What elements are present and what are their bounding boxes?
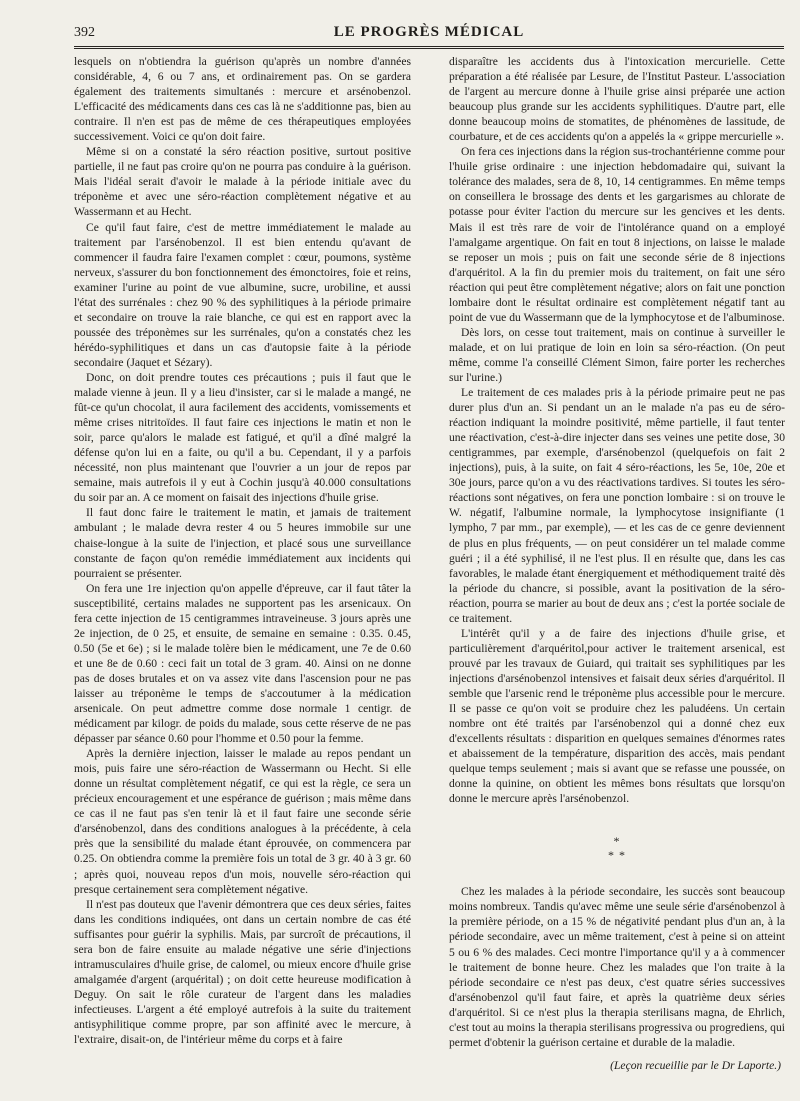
- signature: (Leçon recueillie par le Dr Laporte.): [610, 1058, 781, 1072]
- paragraph: Après la dernière injection, laisser le malade au repos pendant un mois, puis faire une séro-réaction de Wassermann ou Hecht. Si elle donne un résultat complètement négatif, ce qui est la règle, ce sera un précieux encouragement et une espérance de guérison ; mais même dans ce cas il ne faut pas s'en tenir là et il faut faire une seconde série d'arsénobenzol, dans des conditions analogues à la précédente, à cela près que la sensibilité du malade étant éprouvée, on commencera par 0.25. On obtiendra comme la première fois un total de 3 gr. 40 à 3 gr. 60 ; après quoi, nouveau repos d'un mois, nouvelle séro-réaction qui presque certainement sera complètement négative.: [74, 747, 411, 896]
- paragraph: Chez les malades à la période secondaire, les succès sont beaucoup moins nombreux. Tandis qu'avec même une seule série d'arsénobenzol à la première période, on a 15 % de négativité pendant plus d'un an, à la période secondaire, avec un même traitement, c'est à peine si on atteint 5 ou 6 % des malades. Ceci montre l'importance qu'il y a à commencer le traitement de bonne heure. Chez les malades que l'on traite à la période secondaire ce n'est pas deux, c'est quatre séries successives d'arsénobenzol qu'il faut faire, et après la quatrième deux séries d'arquéritol. Si ce n'est plus la therapia sterilisans magna, de Ehrlich, c'est tout au moins la therapia sterilisans progressiva ou progrediens, qui permet d'obtenir la guérison certaine et durable de la maladie.: [449, 885, 785, 1049]
- page-header: [74, 24, 784, 46]
- paragraph: Donc, on doit prendre toutes ces précautions ; puis il faut que le malade vienne à jeun. Il y a lieu d'insister, car si le malade a mangé, ne fût-ce qu'un chocolat, il aura facilement des accidents, vomissements et même crises nitritoïdes. Il faut faire ces injections le matin et non le soir, parce qu'alors le malade est fatigué, et qu'il a dîné malgré la défense qu'on lui en a faite, ou qu'il a bu. Cependant, il y a parfois nécessité, non plus maintenant que l'ouvrier a un jour de repos par semaine, mais autrefois il y eut à Cochin jusqu'à 40.000 consultations du soir par an. A ce moment on faisait des injections d'huile grise.: [74, 370, 411, 505]
- running-title: LE PROGRÈS MÉDICAL: [333, 24, 525, 40]
- paragraph: On fera ces injections dans la région sus-trochantérienne comme pour l'huile grise ordinaire : une injection hebdomadaire qui, suivant la tolérance des malades, sera de 8, 10, 14 centigrammes. En même temps on conseillera le brossage des dents et les gargarismes au chlorate de potasse pour éviter l'action du mercure sur les gencives et les dents. Mais il est très rare de voir de l'intolérance quand on a employé l'amalgame argentique. On fait en tout 8 injections, on laisse le malade se reposer un mois ; puis on fait une seconde série de 8 injections d'arquéritol. A la fin du premier mois du traitement, on fait une séro réaction qui peut être complètement négative; alors on fait une ponction lombaire dont le résultat ordinaire est complètement négatif tant au point de vue du Wassermann que de la lymphocytose et de l'albuminose.: [449, 145, 785, 324]
- paragraph: disparaître les accidents dus à l'intoxication mercurielle. Cette préparation a été réalisée par Lesure, de l'Institut Pasteur. L'association de l'argent au mercure donne à l'huile grise ainsi préparée une action beaucoup plus grande sur les accidents syphilitiques. D'autre part, elle donne beaucoup moins de stomatites, de phénomènes de lassitude, de courbature, et de ces accidents qu'on a appelés la « grippe mercurielle ».: [449, 55, 785, 144]
- page-number: 392: [74, 25, 95, 40]
- header-rule: [74, 46, 784, 49]
- paragraph: Il faut donc faire le traitement le matin, et jamais de traitement ambulant ; le malade devra rester 4 ou 5 heures immobile sur une chaise-longue à la suite de l'injection, et placé sous une surveillance constante de façon qu'on remédie immédiatement aux incidents qui pourraient se présenter.: [74, 506, 411, 580]
- paragraph: Le traitement de ces malades pris à la période primaire peut ne pas durer plus d'un an. Si pendant un an le malade n'a pas eu de séro-réaction indiquant la moindre positivité, même partielle, il faut tenter une réactivation, c'est-à-dire injecter dans ses veines une petite dose, 30 centigrammes, par exemple, d'arsénobenzol (quelquefois on fait 2 injections), puis, à la suite, on fait 4 séro-réactions, les 5e, 10e, 20e et 30e jours, parce qu'on a vu des réactivations tardives. Si toutes les séro-réactions sont négatives, on fera une ponction lombaire : si on trouve le W. négatif, l'albumine normale, la lymphocytose insignifiante (1 lympho, 7 par mm., par exemple), — et les cas de ce genre deviennent de plus en plus fréquents, — on peut considérer un tel malade comme guéri ; il a été syphilisé, il ne l'est plus. Il en résulte que, dans les cas favorables, le malade étant énergiquement et méthodiquement traité dès la période du chancre, si possible, avant la positivation de la séro-réaction, pourra se marier au bout de deux ans ; c'est la portée sociale de ce traitement.: [449, 386, 785, 625]
- paragraph: On fera une 1re injection qu'on appelle d'épreuve, car il faut tâter la susceptibilité, certains malades ne supportent pas les arsenicaux. On fera cette injection de 15 centigrammes intraveineuse. 3 jours après une 2e injection, de 0 25, et ensuite, de semaine en semaine : 0.35. 0.45, 0.50 (5e et 6e) ; si le malade tolère bien le médicament, une 7e de 0.60 et une 8e de 0.60 : ceci fait un total de 3 gram. 40. Ainsi on ne donne pas de doses brutales et on va assez vite dans l'ascension pour ne pas laisser au tréponème le temps de s'accoutumer à la médication arsenicale. On peut admettre comme dose normale 1 centigr. de médicament par kilogr. de poids du malade, sous cette réserve de ne pas dépasser par séance 0.60 pour l'homme et 0.50 pour la femme.: [74, 581, 411, 746]
- paragraph: Ce qu'il faut faire, c'est de mettre immédiatement le malade au traitement par l'arsénobenzol. Il est bien entendu qu'avant de commencer il faudra faire l'examen complet : cœur, poumons, système nerveux, s'assurer du bon fonctionnement des émonctoires, foie et reins, examiner l'urine au point de vue albumine, sucre, urobiline, et aussi l'état des surrénales : chez 90 % des syphilitiques à la période primaire et secondaire on trouve la raie blanche, ce qui est en rapport avec la poussée des tréponèmes sur les surrénales, qu'on a constatés chez les hérédo-syphilitiques et dans un cas d'autopsie faite à la période secondaire (Jaquet et Sézary).: [74, 220, 411, 369]
- paragraph: L'intérêt qu'il y a de faire des injections d'huile grise, et particulièrement d'arquéritol,pour activer le traitement arsenical, est prouvé par les travaux de Guiard, qui traitait ses syphilitiques par les injections d'arsénobenzol intensives et faisait deux séries d'arquéritol. Il semble que l'arsenic rend le tréponème plus accessible pour le mercure. Il se passe ce qu'on voit se produire chez les paludéens. Un certain nombre ont été traités par l'arsénobenzol qui a donné chez eux d'excellents résultats : disparition en quelques semaines d'énormes rates et abaissement de la température, disparition des accès, mais pendant quelque temps seulement ; mais si avant que se refasse une poussée, on donne la quinine, on obtient les mêmes bons résultats que lorsqu'on donne le mercure après l'arsénobenzol.: [449, 626, 785, 806]
- paragraph: lesquels on n'obtiendra la guérison qu'après un nombre d'années considérable, 4, 6 ou 7 ans, et ordinairement pas. On se gardera également des traitements simultanés : mercure et arsénobenzol. L'efficacité des médicaments dans ces cas là ne s'additionne pas, bien au contraire. Il n'en est pas de même de ces thérapeutiques employées successivement. Voici ce qu'on doit faire.: [74, 55, 411, 144]
- paragraph: Il n'est pas douteux que l'avenir démontrera que ces deux séries, faites dans les conditions indiquées, ont dans un certain nombre de cas été suffisantes pour guérir la syphilis. Mais, par surcroît de précautions, il sera bon de faire ensuite au malade négative une série d'injections intramusculaires d'huile grise, de calomel, ou mieux encore d'huile grise amalgamée d'argent (arquérital) ; on doit cette heureuse modification à Deguy. On sait le rôle curateur de l'argent dans les maladies infectieuses. L'argent a été employé autrefois à la suite du traitement antisyphilitique comme propre, par son affinité avec le mercure, à l'extraire, disait-on, de l'intérieur même du corps et à faire: [74, 897, 411, 1047]
- right-column: [449, 54, 785, 1073]
- section-separator: * * *: [608, 834, 626, 863]
- paragraph: Dès lors, on cesse tout traitement, mais on continue à surveiller le malade, et on lui pratique de loin en loin sa séro-réaction. (On peut même, comme l'a conseillé Clément Simon, faire porter les recherches sur l'urine.): [449, 325, 785, 384]
- paragraph: Même si on a constaté la séro réaction positive, surtout positive partielle, il ne faut pas croire qu'on ne pourra pas conduire à la guérison. Mais l'idéal serait d'avoir le malade à la période initiale avec du tréponème et avec une séro-réaction complètement négative et au Wassermann et au Hecht.: [74, 145, 411, 219]
- left-column: [74, 54, 411, 1047]
